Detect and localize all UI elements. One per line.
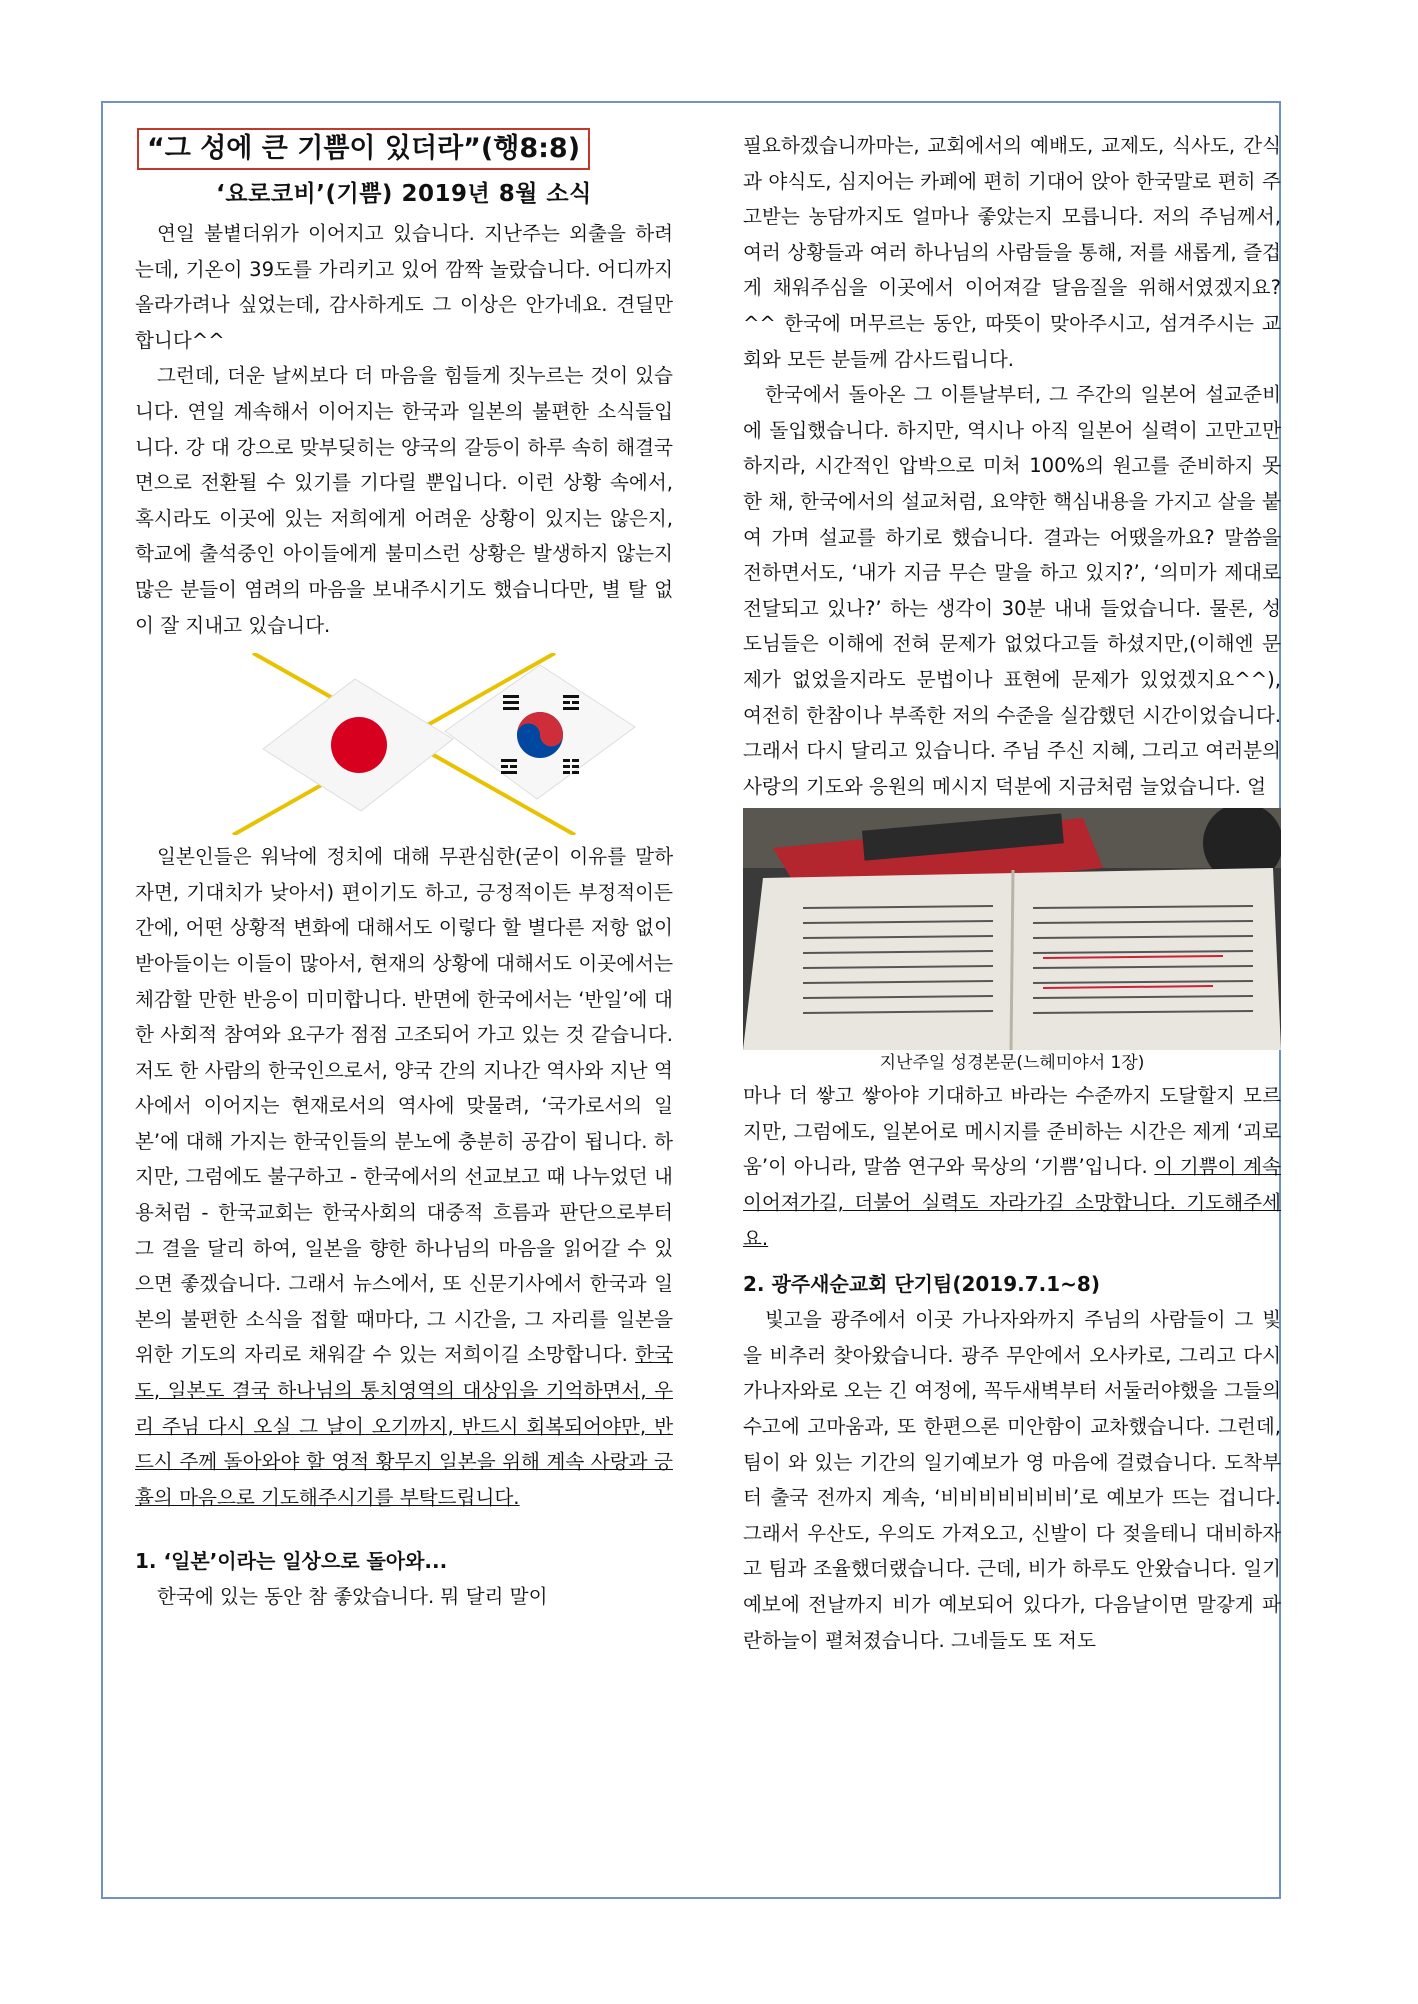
crossed-flags-image [135, 653, 673, 835]
paragraph-politics [135, 839, 673, 1515]
section-heading-1: 1. ‘일본’이라는 일상으로 돌아와... [135, 1549, 448, 1574]
paragraph-korea-stay-cont: 필요하겠습니까마는, 교회에서의 예배도, 교제도, 식사도, 간식과 야식도, 심지어는 카페에 편히 기대어 앉아 한국말로 편히 주고받는 농담까지도 얼마나 좋았는지 모릅니다. 저의 주님께서, 여러 상황들과 여러 하나님의 사람들을 통해, 저를 새롭게, 즐겁게 채워주심을 이곳에서 이어져갈 달음질을 위해서였겠지요?^^ 한국에 머무르는 동안, 따뜻이 맞아주시고, 섬겨주시는 교회와 모든 분들께 감사드립니다. [743, 134, 1281, 371]
paragraph-sermon-prep: 한국에서 돌아온 그 이튿날부터, 그 주간의 일본어 설교준비에 돌입했습니다. 하지만, 역시나 아직 일본어 실력이 고만고만하지라, 시간적인 압박으로 미처 100%의 원고를 준비하지 못한 채, 한국에서의 설교처럼, 요약한 핵심내용을 가지고 살을 붙여 가며 설교를 하기로 했습니다. 결과는 어땠을까요? 말씀을 전하면서도, ‘내가 지금 무슨 말을 하고 있지?’, ‘의미가 제대로 전달되고 있나?’ 하는 생각이 30분 내내 들었습니다. 물론, 성도님들은 이해에 전혀 문제가 없었다고들 하셨지만,(이해엔 문제가 없었을지라도 문법이나 표현에 문제가 있었겠지요^^), 여전히 한참이나 부족한 저의 수준을 실감했던 시간이었습니다. 그래서 다시 달리고 있습니다. 주님 주신 지혜, 그리고 여러분의 사랑의 기도와 응원의 메시지 덕분에 지금처럼 늘었습니다. 얼 [743, 383, 1281, 798]
paragraph-short-term-team: 빛고을 광주에서 이곳 가나자와까지 주님의 사람들이 그 빛을 비추러 찾아왔습니다. 광주 무안에서 오사카로, 그리고 다시 가나자와로 오는 긴 여정에, 꼭두새벽부터 서둘러야했을 그들의 수고에 고마움과, 또 한편으론 미안함이 교차했습니다. 그런데, 팀이 와 있는 기간의 일기예보가 영 마음에 걸렸습니다. 도착부터 출국 전까지 계속, ‘비비비비비비비’로 예보가 뜨는 겁니다. 그래서 우산도, 우의도 가져오고, 신발이 다 젖을테니 대비하자고 팀과 조율했더랬습니다. 근데, 비가 하루도 안왔습니다. 일기예보에 전날까지 비가 예보되어 있다가, 다음날이면 말갛게 파란하늘이 펼쳐졌습니다. 그네들도 또 저도 [743, 1308, 1281, 1652]
paragraph-korea-stay: 한국에 있는 동안 참 좋았습니다. 뭐 달리 말이 [157, 1585, 548, 1609]
newsletter-subtitle: ‘요로코비’(기쁨) 2019년 8월 소식 [216, 181, 592, 207]
joy-prayer-underlined: 이 기쁨이 계속 이어져가길, 더불어 실력도 자라가길 소망합니다. 기도해주세요. [743, 1155, 1281, 1250]
left-column [135, 128, 673, 1615]
paragraph-joy [743, 1078, 1281, 1256]
japan-sun [331, 717, 387, 773]
section-heading-2: 2. 광주새순교회 단기팀(2019.7.1~8) [743, 1272, 1100, 1297]
paragraph-intro: 연일 불볕더위가 이어지고 있습니다. 지난주는 외출을 하려는데, 기온이 39도를 가리키고 있어 깜짝 놀랐습니다. 어디까지 올라가려나 싶었는데, 감사하게도 그 이상은 안가네요. 견딜만합니다^^ [135, 222, 673, 352]
prayer-request-underlined: 한국도, 일본도 결국 하나님의 통치영역의 대상임을 기억하면서, 우리 주님 다시 오실 그 날이 오기까지, 반드시 회복되어야만, 반드시 주께 돌아와야 할 영적 황무지 일본을 위해 계속 사랑과 긍휼의 마음으로 기도해주시기를 부탁드립니다. [135, 1343, 673, 1509]
paragraph-politics-text: 일본인들은 워낙에 정치에 대해 무관심한(굳이 이유를 말하자면, 기대치가 낮아서) 편이기도 하고, 긍정적이든 부정적이든 간에, 어떤 상황적 변화에 대해서도 이렇다 할 별다른 저항 없이 받아들이는 이들이 많아서, 현재의 상황에 대해서도 이곳에서는 체감할 만한 반응이 미미합니다. 반면에 한국에서는 ‘반일’에 대한 사회적 참여와 요구가 점점 고조되어 가고 있는 것 같습니다. 저도 한 사람의 한국인으로서, 양국 간의 지나간 역사와 지난 역사에서 이어지는 현재로서의 역사에 맞물려, ‘국가로서의 일본’에 대해 가지는 한국인들의 분노에 충분히 공감이 됩니다. 하지만, 그럼에도 불구하고 - 한국에서의 선교보고 때 나누었던 내용처럼 - 한국교회는 한국사회의 대중적 흐름과 판단으로부터 그 결을 달리 하여, 일본을 향한 하나님의 마음을 읽어갈 수 있으면 좋겠습니다. 그래서 뉴스에서, 또 신문기사에서 한국과 일본의 불편한 소식을 접할 때마다, 그 시간을, 그 자리를 일본을 위한 기도의 자리로 채워갈 수 있는 저희이길 소망합니다. [135, 845, 673, 1367]
page-title: “그 성에 큰 기쁨이 있더라”(행8:8) [137, 128, 590, 170]
right-column [743, 128, 1281, 1658]
bible-photo [743, 808, 1281, 1050]
photo-caption: 지난주일 성경본문(느헤미야서 1장) [879, 1053, 1145, 1074]
paragraph-concern: 그런데, 더운 날씨보다 더 마음을 힘들게 짓누르는 것이 있습니다. 연일 계속해서 이어지는 한국과 일본의 불편한 소식들입니다. 강 대 강으로 맞부딪히는 양국의 갈등이 하루 속히 해결국면으로 전환될 수 있기를 기다릴 뿐입니다. 이런 상황 속에서, 혹시라도 이곳에 있는 저희에게 어려운 상황이 있지는 않은지, 학교에 출석중인 아이들에게 불미스런 상황은 발생하지 않는지 많은 분들이 염려의 마음을 보내주시기도 했습니다만, 별 탈 없이 잘 지내고 있습니다. [135, 364, 673, 637]
paragraph-joy-text: 마나 더 쌓고 쌓아야 기대하고 바라는 수준까지 도달할지 모르지만, 그럼에도, 일본어로 메시지를 준비하는 시간은 제게 ‘괴로움’이 아니라, 말씀 연구와 묵상의 ‘기쁨’입니다. [743, 1084, 1281, 1179]
